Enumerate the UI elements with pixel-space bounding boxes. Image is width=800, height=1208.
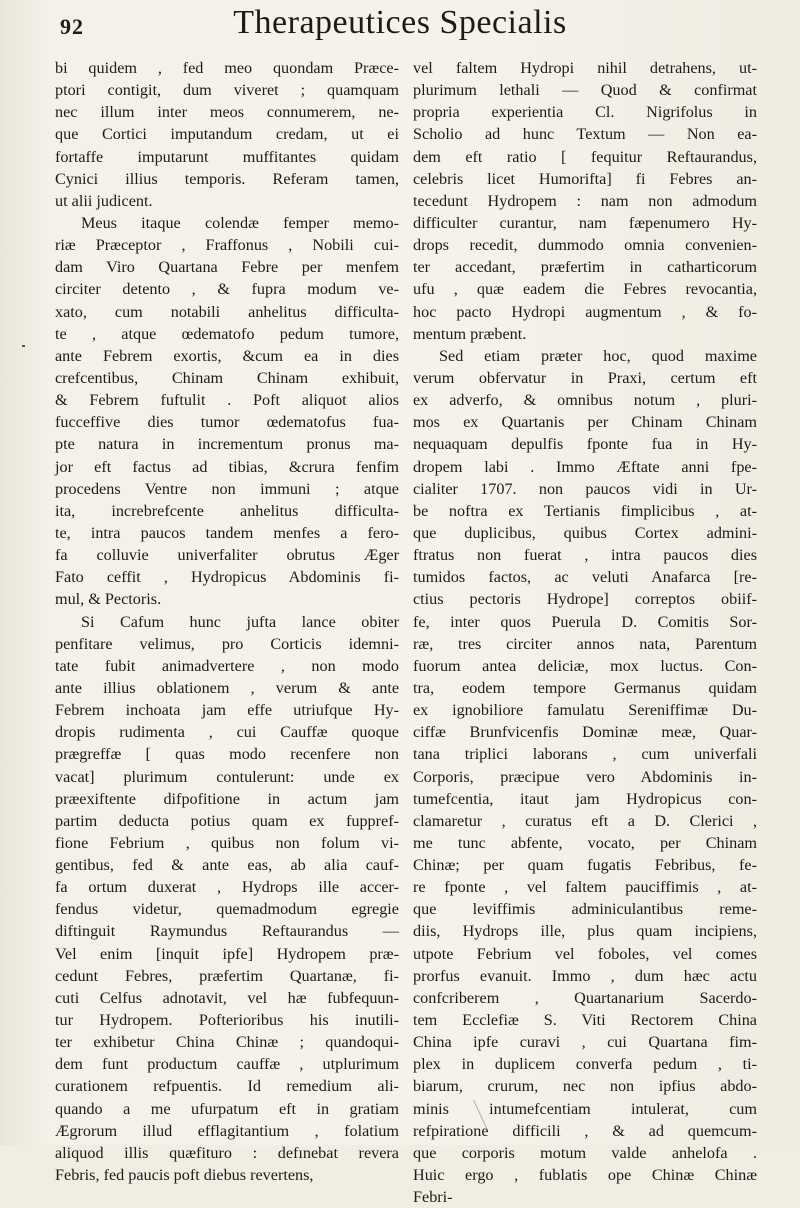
text-line: fuorum antea deliciæ, mox luctus. Con- [413,656,757,675]
text-line: Si Cafum hunc jufta lance obiter [81,612,399,631]
text-line: tumefcentia, itaut jam Hydropicus con- [413,789,757,808]
text-line: ræ, tres circiter annos nata, Parentum [413,634,757,653]
text-line: Chinæ; per quam fugatis Febribus, fe- [413,856,757,875]
text-line: tur Hydropem. Pofterioribus his inutili- [55,1011,399,1030]
text-line: fione Febrium , quibus non folum vi- [55,833,399,852]
text-line: Febri- [413,1188,453,1207]
text-line: fe, inter quos Puerula D. Comitis Sor- [413,612,757,631]
text-line: ter exhibetur China Chinæ ; quandoqui- [55,1033,399,1052]
text-line: ftratus non fuerat , intra paucos dies [413,546,757,565]
text-line: diftinguit Raymundus Reftaurandus — [55,922,399,941]
text-line: Fato ceffit , Hydropicus Abdominis fi- [55,568,399,587]
text-line: te, intra paucos tandem menfes a fero- [55,523,399,542]
text-line: ante Febrem exortis, &cum ea in dies [55,346,399,365]
text-line: vacat] plurimum contulerunt: unde ex [55,767,399,786]
text-line: vel faltem Hydropi nihil detrahens, ut- [413,59,757,77]
text-line: quando a me ufurpatum eft in gratiam [55,1099,399,1118]
text-line: propria experientia Cl. Nigrifolus in [413,103,757,122]
text-line: tana triplici laborans , cum univerfali [413,745,757,764]
text-line: fa ortum duxerat , Hydrops ille accer- [55,878,399,897]
text-line: tecedunt Hydropem : nam non admodum [413,191,757,210]
text-line: procedens Ventre non immuni ; atque [55,479,399,498]
text-line: ante illius oblationem , verum & ante [55,678,399,697]
text-line: tem Ecclefiæ S. Viti Rectorem China [413,1011,757,1030]
text-line: be noftra ex Tertianis fimplicibus , at- [413,501,757,520]
margin-mark [22,345,25,347]
text-line: riæ Præceptor , Fraffonus , Nobili cui- [55,236,399,255]
text-line: Ægrorum illud efflagitantium , folatium [55,1121,399,1140]
text-line: cuti Celfus adnotavit, vel hæ fubfequun- [55,988,399,1007]
text-line: circiter detento , & fupra modum ve- [55,280,399,299]
text-line: ufu , quæ eadem die Febres revocantia, [413,280,757,299]
text-line: tate fubit animadvertere , non modo [55,656,399,675]
text-line: refpiratione difficili , & ad quemcum- [413,1121,757,1140]
text-line: prorfus evanuit. Immo , dum hæc actu [413,966,757,985]
text-line: China ipfe curavi , cui Quartana fim- [413,1033,757,1052]
text-line: Vel enim [inquit ipfe] Hydropem præ- [55,944,399,963]
text-line: Febris, fed paucis poft diebus revertens, [55,1166,314,1185]
text-line: drops recedit, dummodo omnia convenien- [413,236,757,255]
running-head: Therapeutices Specialis [233,4,567,41]
text-line: me tunc abfente, vocato, per Chinam [413,833,757,852]
text-line: dem funt productum cauffæ , utplurimum [55,1055,399,1074]
text-line: re fponte , vel faltem pauciffimis , at- [413,878,757,897]
text-line: prægreffæ [ quas modo recenfere non [55,745,399,764]
text-line: jor eft factus ad tibias, &crura fenfim [55,457,399,476]
text-line: minis intumefcentiam intulerat, cum [413,1099,757,1118]
text-line: ut alii judicent. [55,191,153,210]
text-line: & Febrem fuftulit . Poft aliquot alios [55,391,399,410]
text-line: nequaquam depulfis fponte fua in Hy- [413,435,757,454]
text-line: mos ex Quartanis per Chinam Chinam [413,413,757,432]
text-line: ptori contigit, dum viveret ; quamquam [55,81,399,100]
text-line: biarum, crurum, nec non ipfius abdo- [413,1077,757,1096]
text-line: fucceffive dies tumor œdematofus fua- [55,413,399,432]
right-column [413,57,757,1208]
text-line: nec illum inter meos connumerem, ne- [55,103,399,122]
text-line: mentum præbent. [413,324,527,343]
text-line: ex adverfo, & omnibus notum , pluri- [413,391,757,410]
text-line: que Cortici imputandum credam, ut ei [55,125,399,144]
text-line: fa colluvie univerfaliter obrutus Æger [55,546,399,565]
text-line: fendus videtur, quemadmodum egregie [55,900,399,919]
text-line: pte natura in incrementum pronus ma- [55,435,399,454]
text-line: diis, Hydrops ille, plus quam incipiens, [413,922,757,941]
text-line: ctius pectoris Hydrope] correptos obiif- [413,590,757,609]
text-line: curationem refpuentis. Id remedium ali- [55,1077,399,1096]
text-line: tumidos factos, ac veluti Anafarca [re- [413,568,757,587]
text-line: gentibus, fed & ante eas, ab alia cauf- [55,856,399,875]
text-line: cialiter 1707. non paucos vidi in Ur- [413,479,757,498]
text-line: plurimum lethali — Quod & confirmat [413,81,757,100]
text-line: aliquod illis quæfituro : defınebat revera [55,1143,399,1162]
text-line: que duplicibus, quibus Cortex admini- [413,523,757,542]
text-line: ciffæ Brunfvicenfis Dominæ meæ, Quar- [413,723,757,742]
page-number: 92 [60,14,84,39]
text-line: difficulter curantur, nam fæpenumero Hy- [413,213,757,232]
text-line: Huic ergo , fublatis ope Chinæ Chinæ [413,1166,757,1185]
text-line: Scholio ad hunc Textum — Non ea- [413,125,757,144]
text-line: confcriberem , Quartanarium Sacerdo- [413,988,757,1007]
text-line: præexiftente difpofitione in actum jam [55,789,399,808]
text-line: ex ignobiliore famulatu Sereniffimæ Du- [413,701,757,720]
text-line: Febrem inchoata jam effe utriufque Hy- [55,701,399,720]
text-line: dropem labi . Immo Æftate anni fpe- [413,457,757,476]
text-line: fortaffe imputarunt muffitantes quidam [55,147,399,166]
text-line: Meus itaque colendæ femper memo- [81,213,399,232]
text-line: tra, eodem tempore Germanus quidam [413,678,757,697]
text-line: plex in duplicem converfa pedum , ti- [413,1055,757,1074]
text-line: hoc pacto Hydropi augmentum , & fo- [413,302,757,321]
text-line: clamaretur , curatus eft a D. Clerici , [413,811,757,830]
text-line: bi quidem , fed meo quondam Præce- [55,59,399,77]
text-line: mul, & Pectoris. [55,590,162,609]
text-line: dropis rudimenta , cui Cauffæ quoque [55,723,399,742]
text-line: utpote Febrium vel foboles, vel comes [413,944,757,963]
text-line: Corporis, præcipue vero Abdominis in- [413,767,757,786]
text-line: te , atque œdematofo pedum tumore, [55,324,399,343]
text-line: celebris licet Humorifta] fi Febres an- [413,169,757,188]
text-line: penfitare velimus, pro Corticis idemni- [55,634,399,653]
text-line: Sed etiam præter hoc, quod maxime [439,346,757,365]
text-line: partim deducta potius quam ex fuppref- [55,811,399,830]
text-line: dam Viro Quartana Febre per menfem [55,258,399,277]
text-line: ter accedant, præfertim in catharticorum [413,258,757,277]
text-line: cedunt Febres, præfertim Quartanæ, fi- [55,966,399,985]
text-line: ita, increbrefcente anhelitus difficulta- [55,501,399,520]
text-line: crefcentibus, Chinam Chinam exhibuit, [55,368,399,387]
text-line: Cynici illius temporis. Referam tamen, [55,169,399,188]
text-line: que leviffimis adminiculantibus reme- [413,900,757,919]
text-line: verum obfervatur in Praxi, certum eft [413,368,757,387]
text-line: xato, cum notabili anhelitus difficulta- [55,302,399,321]
text-line: que corporis motum valde anhelofa . [413,1143,757,1162]
left-column [55,57,399,1186]
text-line: dem eft ratio [ fequitur Reftaurandus, [413,147,757,166]
